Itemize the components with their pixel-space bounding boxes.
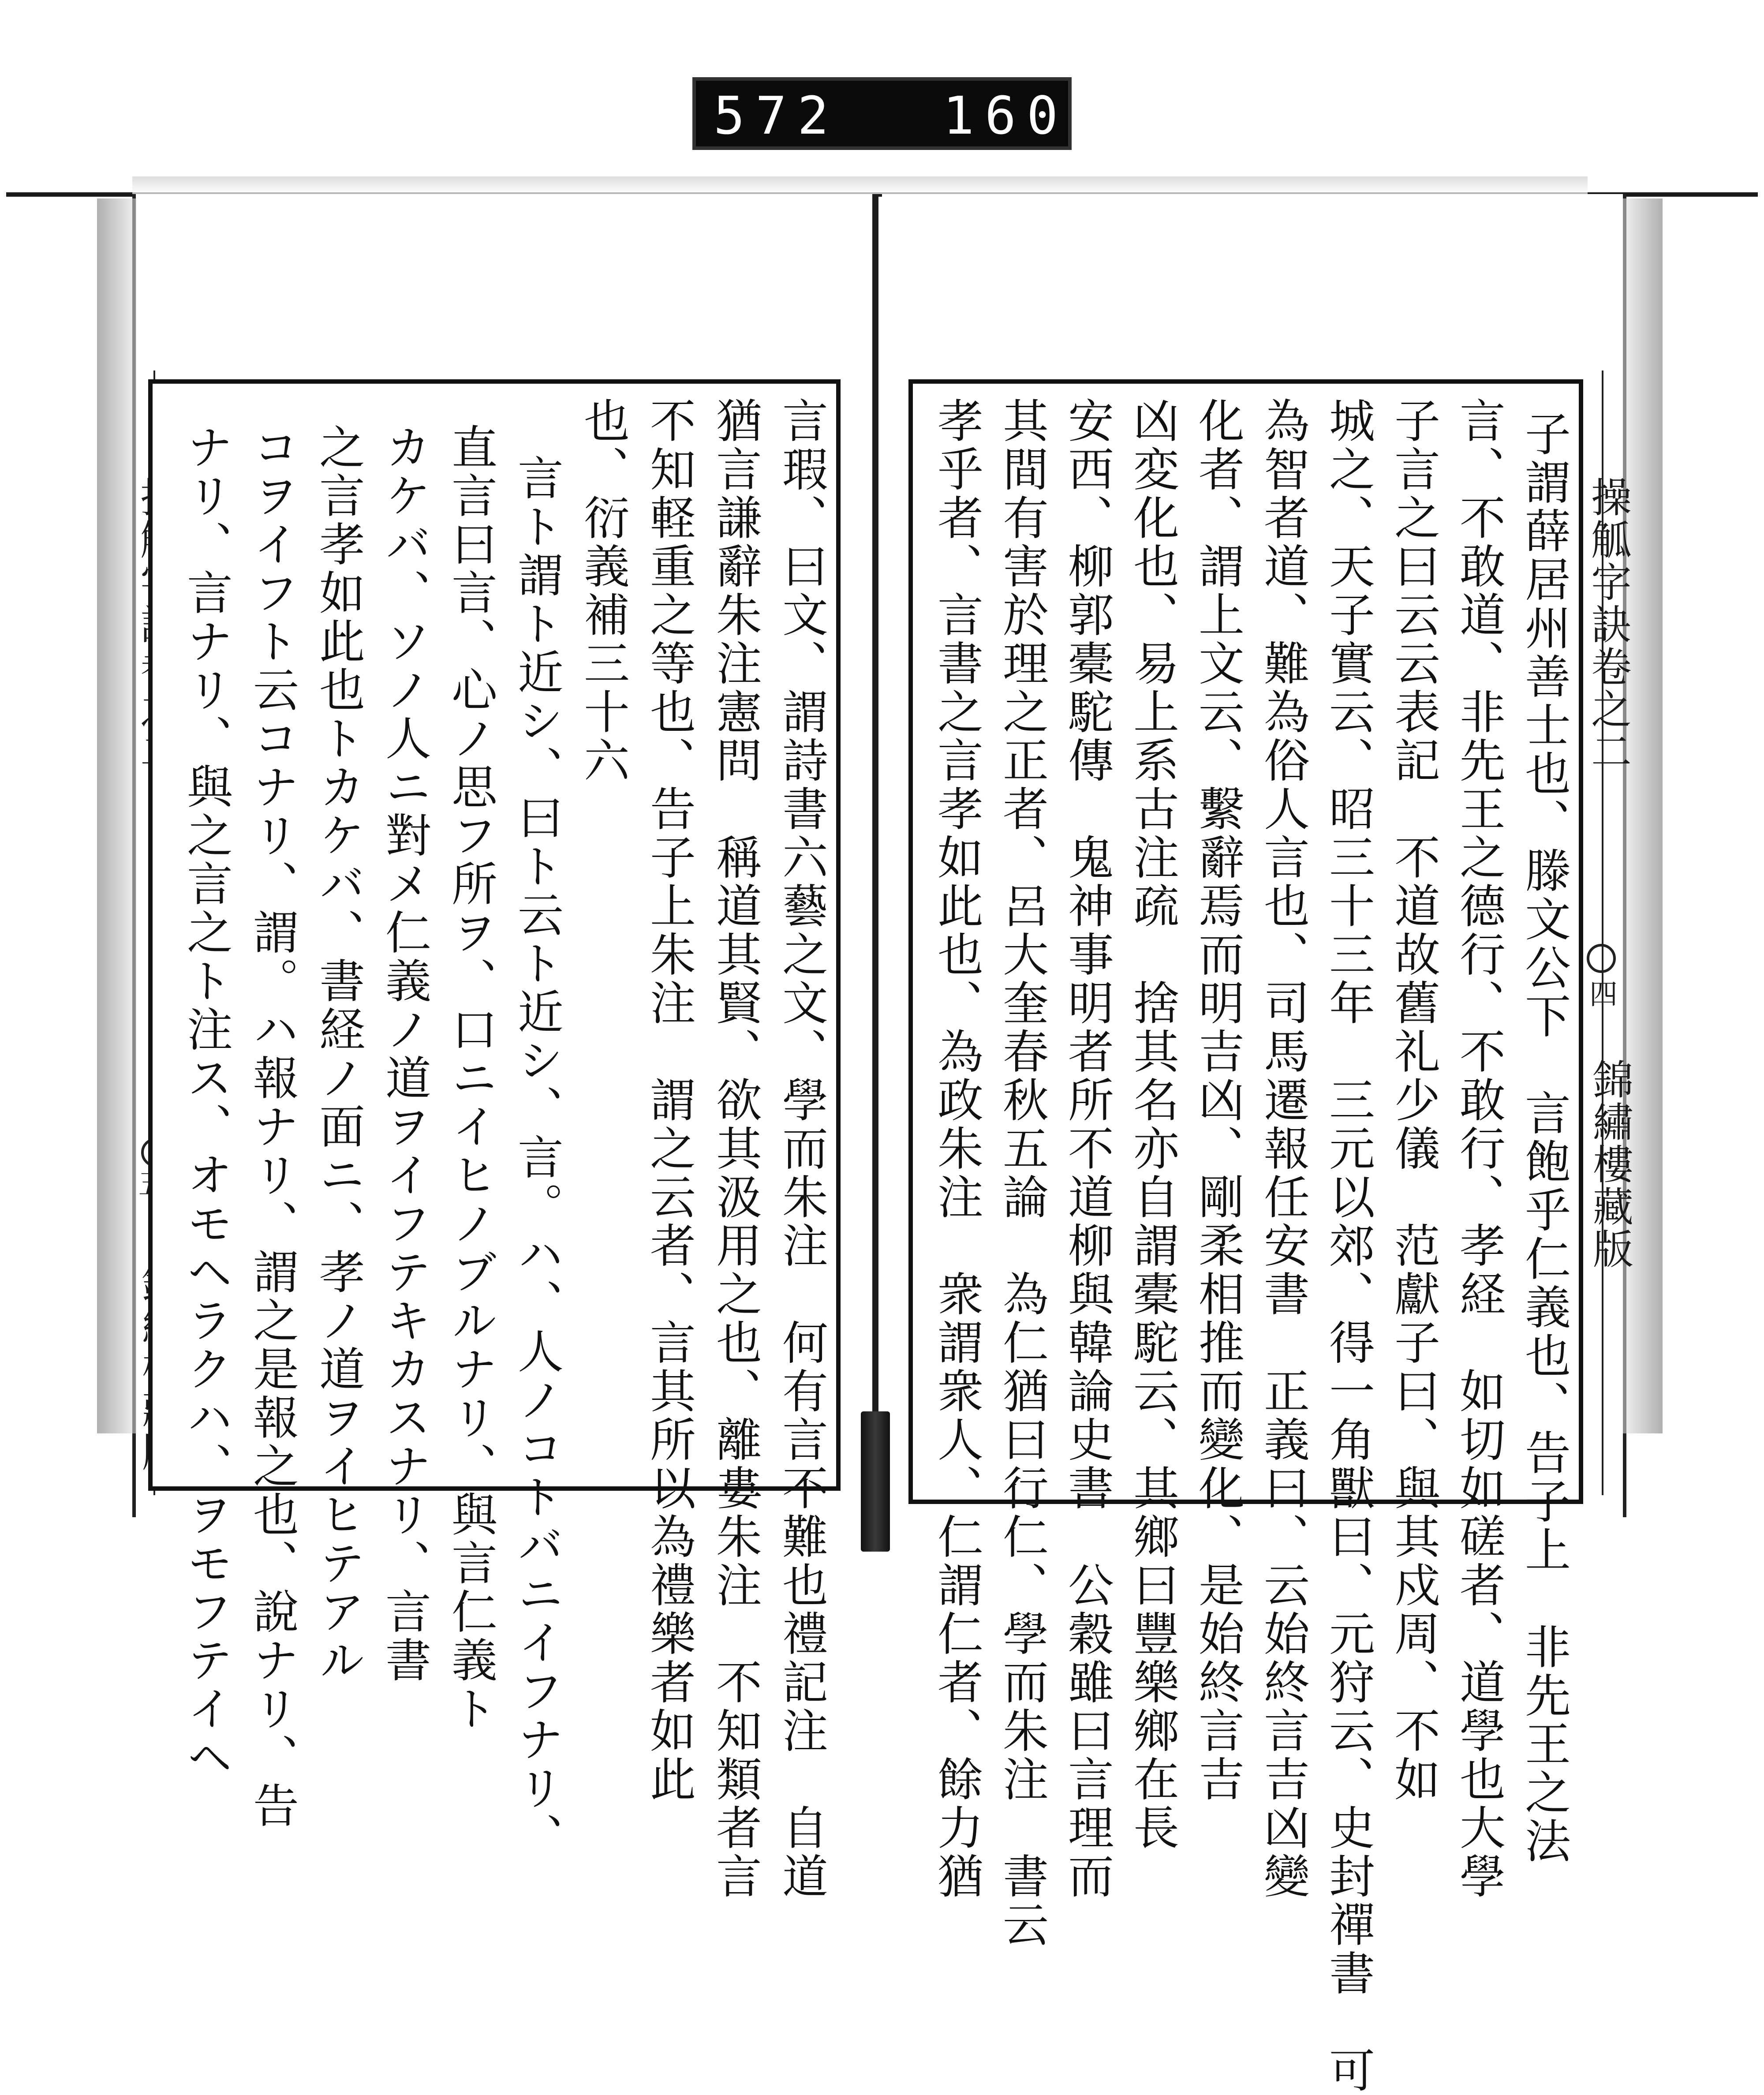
right-col-2: 言、不敢道、非先王之德行、不敢行、孝経 如切如磋者、道學也大學 bbox=[1452, 397, 1506, 1901]
left-col-8: 之言孝如此也トカケバ、書経ノ面ニ、孝ノ道ヲイヒテアル bbox=[311, 423, 365, 1685]
top-binding-shadow bbox=[132, 176, 1588, 194]
right-page bbox=[882, 194, 1633, 2095]
right-col-8: 安西、柳郭橐駝傳 鬼神事明者所不道柳與韓論史書 公穀雖曰言理而 bbox=[1060, 397, 1114, 1901]
right-col-1: 子謂薛居州善士也、滕文公下 言飽乎仁義也、告子上 非先王之法 bbox=[1517, 410, 1571, 1866]
left-col-5: 言ト謂ト近シ、曰ト云ト近シ、言。ハ、人ノコトバニイフナリ、 bbox=[510, 454, 564, 1861]
left-text-frame bbox=[148, 379, 841, 1901]
left-col-10: ナリ、言ナリ、與之言之ト注ス、オモヘラクハ、ヲモフテイヘ bbox=[179, 423, 233, 1782]
right-col-4: 城之、天子實云、昭三十三年 三元以郊、得一角獸曰、元狩云、史封禪書 可 bbox=[1321, 397, 1375, 2095]
left-edge-shadow bbox=[97, 198, 137, 1433]
shelfmark-label bbox=[692, 77, 1072, 150]
left-col-1: 言瑕、曰文、謂詩書六藝之文、學而朱注 何有言不難也禮記注 自道 bbox=[774, 397, 828, 1901]
right-margin-folio: 四 bbox=[1585, 979, 1617, 1009]
binding-cord bbox=[872, 194, 878, 1411]
right-col-7: 凶変化也、易上系古注疏 捨其名亦自謂橐駝云、其鄉曰豐樂鄉在長 bbox=[1125, 397, 1179, 1852]
left-col-6: 直言曰言、心ノ思フ所ヲ、口ニイヒノブルナリ、與言仁義ト bbox=[444, 423, 497, 1733]
right-col-6: 化者、謂上文云、繫辭焉而明吉凶、剛柔相推而變化、是始終言吉 bbox=[1191, 397, 1245, 1804]
right-col-3: 子言之曰云云表記 不道故舊礼少儀 范獻子曰、與其戍周、不如 bbox=[1387, 397, 1440, 1804]
right-col-9: 其間有害於理之正者、呂大奎春秋五論 為仁猶曰行仁、學而朱注 書云 bbox=[995, 397, 1049, 1949]
left-col-2: 猶言謙辭朱注憲問 稱道其賢、欲其汲用之也、離婁朱注 不知類者言 bbox=[708, 397, 762, 1901]
left-page bbox=[132, 194, 873, 1901]
left-col-9: コヲイフト云コナリ、謂。ハ報ナリ、謂之是報之也、說ナリ、告 bbox=[245, 423, 299, 1830]
right-margin-publisher: 錦繡樓藏版 bbox=[1586, 1059, 1633, 1270]
right-text-frame bbox=[908, 379, 1583, 2095]
right-margin-circle bbox=[1587, 944, 1616, 973]
right-col-10: 孝乎者、言書之言孝如此也、為政朱注 衆謂衆人、仁謂仁者、餘力猶 bbox=[930, 397, 983, 1901]
left-col-3: 不知軽重之等也、告子上朱注 謂之云者、言其所以為禮樂者如此 bbox=[642, 397, 696, 1804]
right-margin-title: 操觚字訣卷之二 bbox=[1585, 476, 1632, 773]
shelfmark-number-right: 160 bbox=[943, 85, 1069, 146]
shelfmark-number-left: 572 bbox=[714, 85, 840, 146]
left-col-7: カケバ、ソノ人ニ對メ仁義ノ道ヲイフテキカスナリ、言書 bbox=[377, 423, 431, 1685]
right-col-5: 為智者道、難為俗人言也、司馬遷報任安書 正義曰、云始終言吉凶變 bbox=[1256, 397, 1310, 1901]
left-col-4: 也、衍義補三十六 bbox=[576, 397, 630, 785]
